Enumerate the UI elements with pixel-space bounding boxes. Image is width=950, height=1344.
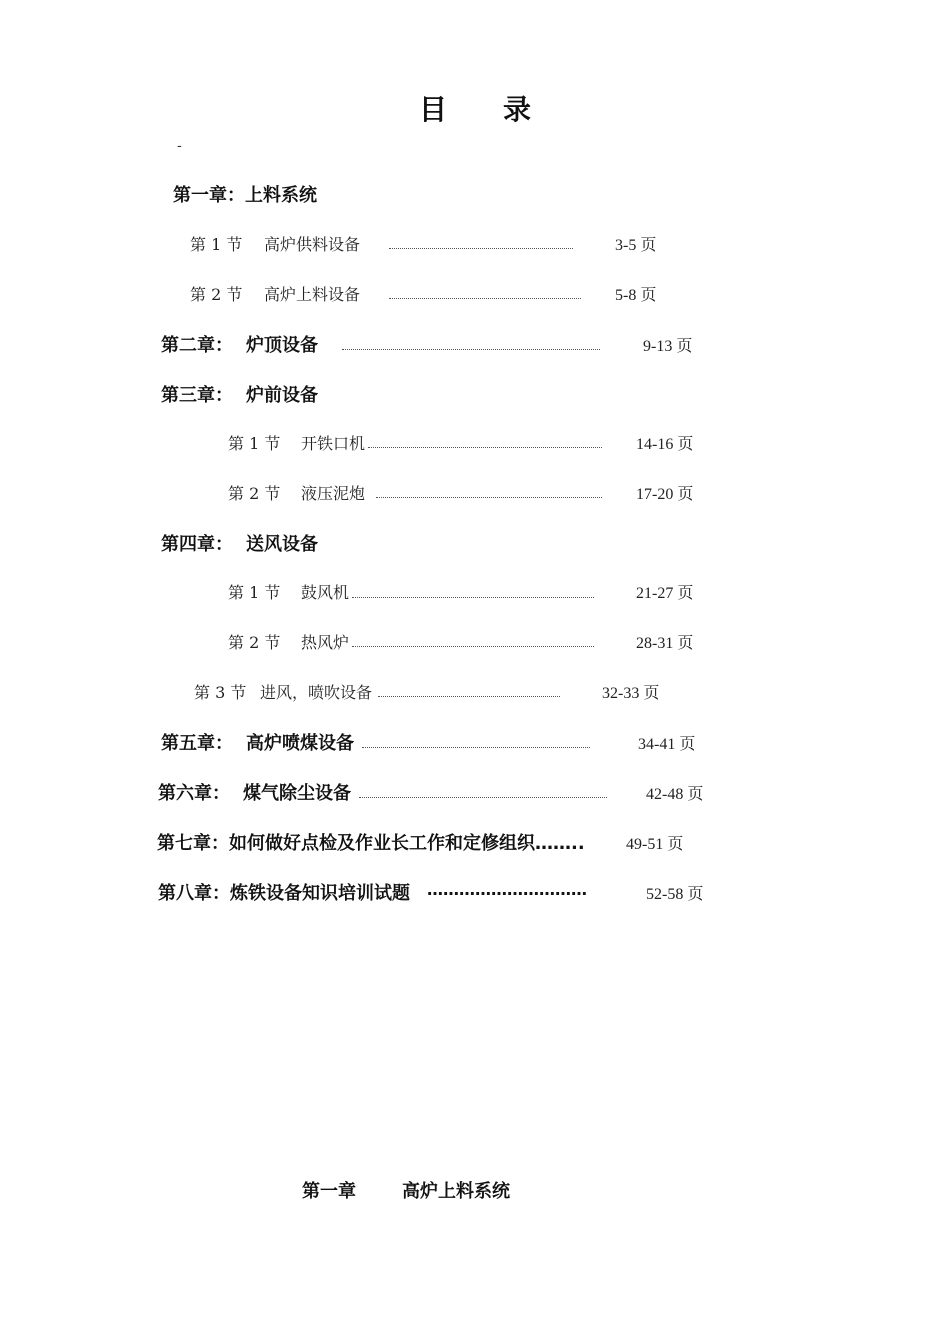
ch1-sec1-name: 高炉供料设备 — [264, 235, 361, 254]
ch4-sec2-page: 28-31 页 — [636, 635, 694, 652]
ch4-sec2-name: 热风炉 — [301, 633, 350, 652]
chapter-5-name: 高炉喷煤设备 — [246, 733, 354, 754]
chapter-5-leader — [362, 747, 590, 748]
ch4-sec3-leader — [378, 696, 560, 697]
ch1-sec2-no: 第 2 节 — [190, 285, 243, 304]
chapter-2-leader — [342, 349, 600, 350]
chapter-6-label: 第六章： — [158, 783, 230, 804]
ch1-sec2-leader — [389, 298, 581, 299]
chapter-7-label: 第七章：如何做好点检及作业长工作和定修组织…….. — [157, 833, 585, 854]
chapter-4-label: 第四章： — [161, 534, 233, 555]
chapter-7-page: 49-51 页 — [626, 836, 684, 853]
ch4-sec2-no: 第 2 节 — [228, 633, 281, 652]
chapter-2-name: 炉顶设备 — [246, 335, 318, 356]
ch3-sec1-page: 14-16 页 — [636, 436, 694, 453]
ch3-sec2-no: 第 2 节 — [228, 484, 281, 503]
ch4-sec1-page: 21-27 页 — [636, 585, 694, 602]
chapter-6-page: 42-48 页 — [646, 786, 704, 803]
ch3-sec1-leader — [368, 447, 602, 448]
dash-mark: - — [177, 138, 182, 154]
chapter-8-leader: ………………………… — [427, 880, 587, 899]
chapter-4-name: 送风设备 — [246, 534, 318, 555]
ch1-sec1-leader — [389, 248, 573, 249]
ch1-sec1-no: 第 1 节 — [190, 235, 243, 254]
section-heading-name: 高炉上料系统 — [402, 1181, 510, 1202]
title-left: 目 — [418, 93, 447, 126]
ch4-sec3-page: 32-33 页 — [602, 685, 660, 702]
chapter-8-label: 第八章：炼铁设备知识培训试题 — [158, 883, 410, 904]
chapter-2-label: 第二章： — [161, 335, 233, 356]
chapter-1-label: 第一章：上料系统 — [173, 185, 317, 206]
page-title — [0, 88, 950, 128]
ch3-sec2-page: 17-20 页 — [636, 486, 694, 503]
ch1-sec2-name: 高炉上料设备 — [264, 285, 361, 304]
ch1-sec2-page: 5-8 页 — [615, 287, 657, 304]
chapter-6-leader — [359, 797, 607, 798]
ch1-sec1-page: 3-5 页 — [615, 237, 657, 254]
ch4-sec1-leader — [352, 597, 594, 598]
section-heading-chapter: 第一章 — [302, 1181, 356, 1202]
chapter-5-page: 34-41 页 — [638, 736, 696, 753]
ch3-sec1-no: 第 1 节 — [228, 434, 281, 453]
ch4-sec1-name: 鼓风机 — [301, 583, 350, 602]
chapter-3-label: 第三章： — [161, 385, 233, 406]
ch3-sec1-name: 开铁口机 — [301, 434, 366, 453]
chapter-8-page: 52-58 页 — [646, 886, 704, 903]
ch4-sec3-name: 进风，喷吹设备 — [260, 683, 373, 702]
ch3-sec2-name: 液压泥炮 — [301, 484, 366, 503]
ch4-sec1-no: 第 1 节 — [228, 583, 281, 602]
chapter-5-label: 第五章： — [161, 733, 233, 754]
ch4-sec2-leader — [352, 646, 594, 647]
chapter-3-name: 炉前设备 — [246, 385, 318, 406]
chapter-2-page: 9-13 页 — [643, 338, 693, 355]
ch3-sec2-leader — [376, 497, 602, 498]
ch4-sec3-no: 第 3 节 — [194, 683, 247, 702]
chapter-6-name: 煤气除尘设备 — [243, 783, 351, 804]
title-right: 录 — [503, 93, 532, 126]
